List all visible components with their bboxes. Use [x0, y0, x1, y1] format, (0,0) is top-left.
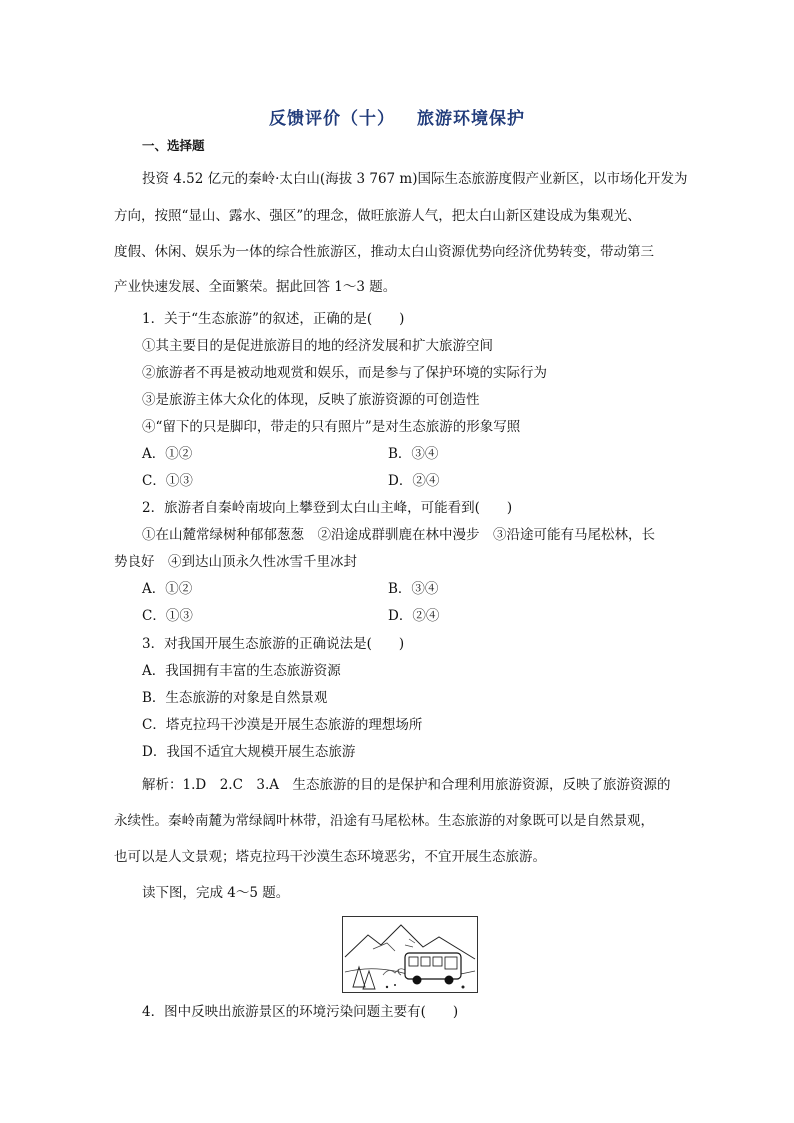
- q1-statement-4: ④“留下的只是脚印，带走的只有照片”是对生态旅游的形象写照: [142, 419, 521, 435]
- q2-stem: 2．旅游者自秦岭南坡向上攀登到太白山主峰，可能看到( ): [142, 500, 513, 516]
- bus-icon: [398, 953, 461, 985]
- q2-option-b: B．③④: [388, 581, 439, 597]
- q3-option-a: A．我国拥有丰富的生态旅游资源: [142, 663, 341, 679]
- q1-statement-3: ③是旅游主体大众化的体现，反映了旅游资源的可创造性: [142, 392, 480, 408]
- q1-option-d: D．②④: [388, 473, 440, 489]
- litter-icon: [386, 984, 465, 989]
- intro-line-4: 产业快速发展、全面繁荣。据此回答 1～3 题。: [114, 279, 397, 295]
- q3-stem: 3．对我国开展生态旅游的正确说法是( ): [142, 636, 405, 652]
- q2-option-a: A．①②: [142, 581, 193, 597]
- title-left: 反馈评价（十）: [269, 109, 395, 129]
- q3-option-c: C．塔克拉玛干沙漠是开展生态旅游的理想场所: [142, 717, 423, 733]
- read-prompt: 读下图，完成 4～5 题。: [142, 885, 290, 901]
- q1-stem: 1．关于“生态旅游”的叙述，正确的是( ): [142, 311, 405, 327]
- page-title: [0, 104, 794, 129]
- q1-option-b: B．③④: [388, 446, 439, 462]
- q1-statement-2: ②旅游者不再是被动地观赏和娱乐，而是参与了保护环境的实际行为: [142, 365, 547, 381]
- q1-option-a: A．①②: [142, 446, 193, 462]
- tree-icon: [353, 967, 375, 989]
- analysis-line-1: 解析：1.D 2.C 3.A 生态旅游的目的是保护和合理利用旅游资源，反映了旅游资源的: [142, 777, 671, 793]
- q2-option-d: D．②④: [388, 608, 440, 624]
- q3-option-d: D．我国不适宜大规模开展生态旅游: [142, 744, 356, 760]
- intro-line-1: 投资 4.52 亿元的秦岭·太白山(海拔 3 767 m)国际生态旅游度假产业新区，以市场化开发为: [142, 171, 688, 187]
- scenic-sketch: [343, 917, 477, 992]
- section-heading: 一、选择题: [142, 138, 205, 153]
- q4-stem: 4．图中反映出旅游景区的环境污染问题主要有( ): [142, 1004, 459, 1020]
- q2-statements-line-1: ①在山麓常绿树种郁郁葱葱 ②沿途成群驯鹿在林中漫步 ③沿途可能有马尾松林，长: [142, 527, 655, 543]
- q1-statement-1: ①其主要目的是促进旅游目的地的经济发展和扩大旅游空间: [142, 338, 493, 354]
- q1-option-c: C．①③: [142, 473, 193, 489]
- intro-line-2: 方向，按照“显山、露水、强区”的理念，做旺旅游人气，把太白山新区建设成为集观光、: [114, 208, 641, 224]
- q3-option-b: B．生态旅游的对象是自然景观: [142, 690, 328, 706]
- analysis-line-2: 永续性。秦岭南麓为常绿阔叶林带，沿途有马尾松林。生态旅游的对象既可以是自然景观，: [114, 813, 654, 829]
- intro-line-3: 度假、休闲、娱乐为一体的综合性旅游区，推动太白山资源优势向经济优势转变，带动第三: [114, 244, 654, 260]
- scenic-area-illustration: [342, 916, 478, 993]
- analysis-line-3: 也可以是人文景观；塔克拉玛干沙漠生态环境恶劣，不宜开展生态旅游。: [114, 849, 546, 865]
- title-right: 旅游环境保护: [417, 109, 525, 129]
- q2-option-c: C．①③: [142, 608, 193, 624]
- q2-statements-line-2: 势良好 ④到达山顶永久性冰雪千里冰封: [114, 554, 357, 570]
